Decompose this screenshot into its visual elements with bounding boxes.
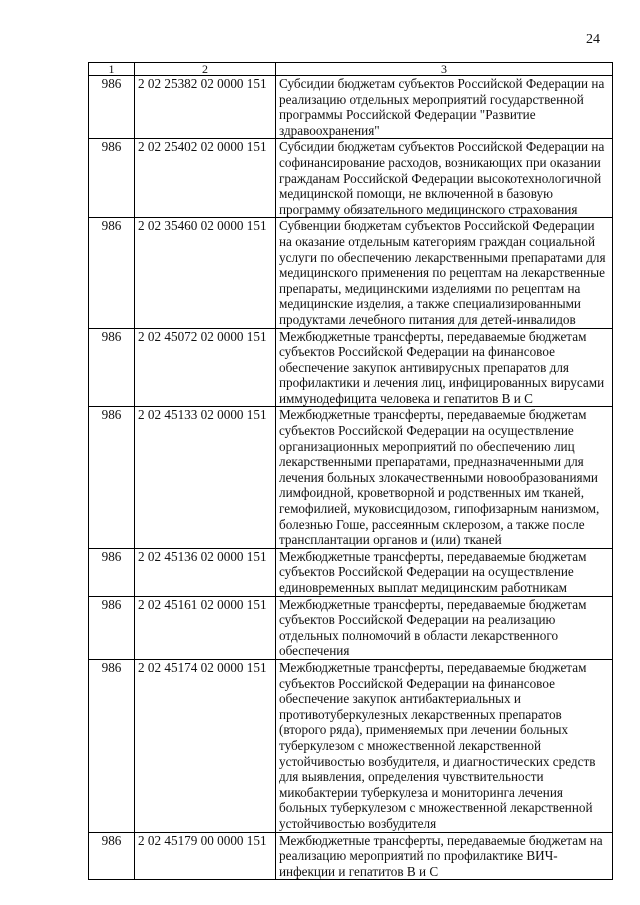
admin-code-cell: 986 bbox=[89, 596, 135, 659]
budget-code-cell: 2 02 45133 02 0000 151 bbox=[135, 407, 276, 548]
budget-code-cell: 2 02 25402 02 0000 151 bbox=[135, 139, 276, 218]
budget-code-cell: 2 02 45161 02 0000 151 bbox=[135, 596, 276, 659]
description-cell: Межбюджетные трансферты, передаваемые бюджетам на реализацию мероприятий по профилактике ВИЧ-инфекции и гепатитов В и С bbox=[276, 832, 613, 880]
budget-code-cell: 2 02 45136 02 0000 151 bbox=[135, 548, 276, 596]
budget-code-cell: 2 02 25382 02 0000 151 bbox=[135, 76, 276, 139]
table-row bbox=[89, 548, 613, 596]
column-header-code: 2 bbox=[135, 63, 276, 76]
budget-code-cell: 2 02 45179 00 0000 151 bbox=[135, 832, 276, 880]
admin-code-cell: 986 bbox=[89, 328, 135, 407]
description-cell: Субсидии бюджетам субъектов Российской Федерации на реализацию отдельных мероприятий государственной программы Российской Федерации "Развитие здравоохранения" bbox=[276, 76, 613, 139]
table-header-row bbox=[89, 63, 613, 76]
table-row bbox=[89, 328, 613, 407]
admin-code-cell: 986 bbox=[89, 76, 135, 139]
budget-code-cell: 2 02 35460 02 0000 151 bbox=[135, 218, 276, 328]
table-row bbox=[89, 659, 613, 832]
table-row bbox=[89, 76, 613, 139]
column-header-admin: 1 bbox=[89, 63, 135, 76]
admin-code-cell: 986 bbox=[89, 139, 135, 218]
table-row bbox=[89, 407, 613, 548]
table-row bbox=[89, 139, 613, 218]
page-number: 24 bbox=[586, 32, 600, 47]
budget-code-cell: 2 02 45072 02 0000 151 bbox=[135, 328, 276, 407]
budget-classification-table bbox=[88, 62, 613, 880]
table-row bbox=[89, 596, 613, 659]
description-cell: Межбюджетные трансферты, передаваемые бюджетам субъектов Российской Федерации на осуществление организационных мероприятий по обеспечению лиц лекарственными препаратами, предназначенными для лечения больных злокачественными новообразованиями лимфоидной, кроветворной и родственных им тканей, гемофилией, муковисцидозом, гипофизарным нанизмом, болезнью Гоше, рассеянным склерозом, а также после трансплантации органов и (или) тканей bbox=[276, 407, 613, 548]
admin-code-cell: 986 bbox=[89, 659, 135, 832]
admin-code-cell: 986 bbox=[89, 218, 135, 328]
admin-code-cell: 986 bbox=[89, 407, 135, 548]
description-cell: Межбюджетные трансферты, передаваемые бюджетам субъектов Российской Федерации на реализацию отдельных полномочий в области лекарственного обеспечения bbox=[276, 596, 613, 659]
table-row bbox=[89, 218, 613, 328]
description-cell: Межбюджетные трансферты, передаваемые бюджетам субъектов Российской Федерации на осуществление единовременных выплат медицинским работникам bbox=[276, 548, 613, 596]
description-cell: Субсидии бюджетам субъектов Российской Федерации на софинансирование расходов, возникающих при оказании гражданам Российской Федерации высокотехнологичной медицинской помощи, не включенной в базовую программу обязательного медицинского страхования bbox=[276, 139, 613, 218]
description-cell: Межбюджетные трансферты, передаваемые бюджетам субъектов Российской Федерации на финансовое обеспечение закупок антивирусных препаратов для профилактики и лечения лиц, инфицированных вирусами иммунодефицита человека и гепатитов В и С bbox=[276, 328, 613, 407]
table-row bbox=[89, 832, 613, 880]
admin-code-cell: 986 bbox=[89, 548, 135, 596]
budget-code-cell: 2 02 45174 02 0000 151 bbox=[135, 659, 276, 832]
column-header-description: 3 bbox=[276, 63, 613, 76]
description-cell: Субвенции бюджетам субъектов Российской Федерации на оказание отдельным категориям граждан социальной услуги по обеспечению лекарственными препаратами для медицинского применения по рецептам на лекарственные препараты, медицинскими изделиями по рецептам на медицинские изделия, а также специализированными продуктами лечебного питания для детей-инвалидов bbox=[276, 218, 613, 328]
description-cell: Межбюджетные трансферты, передаваемые бюджетам субъектов Российской Федерации на финансовое обеспечение закупок антибактериальных и противотуберкулезных лекарственных препаратов (второго ряда), применяемых при лечении больных туберкулезом с множественной лекарственной устойчивостью возбудителя, и диагностических средств для выявления, определения чувствительности микобактерии туберкулеза и мониторинга лечения больных туберкулезом с множественной лекарственной устойчивостью возбудителя bbox=[276, 659, 613, 832]
admin-code-cell: 986 bbox=[89, 832, 135, 880]
